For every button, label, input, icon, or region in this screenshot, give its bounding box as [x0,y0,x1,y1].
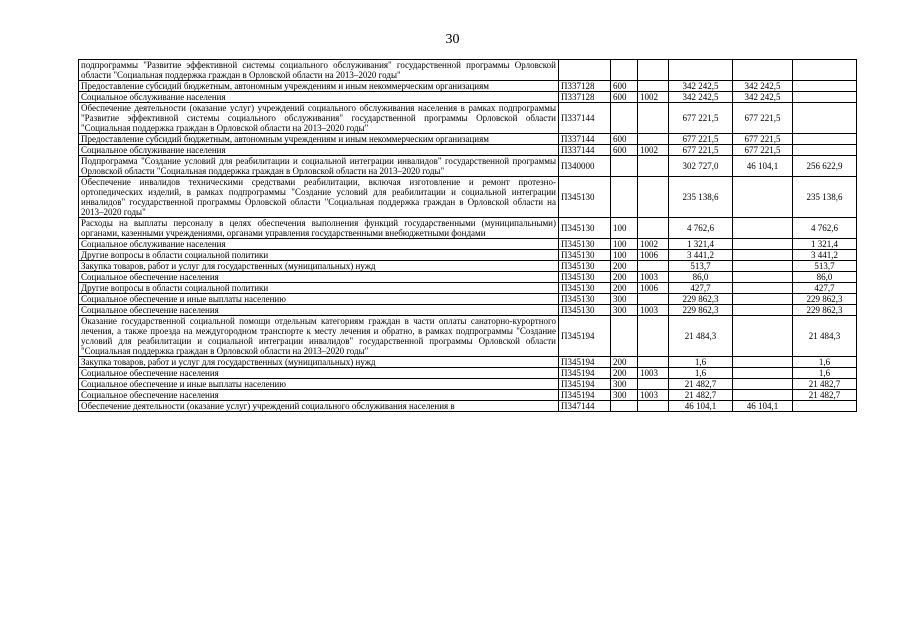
expense-type-cell: 100 [611,250,638,261]
section-cell: 1003 [638,272,669,283]
amount-col3-cell: 1 321,4 [793,239,857,250]
section-cell [638,60,669,81]
expense-type-cell: 200 [611,283,638,294]
section-cell [638,103,669,134]
total-amount-cell: 427,7 [669,283,733,294]
section-cell [638,177,669,218]
item-name-cell: Подпрограмма "Создание условий для реабилитации и социальной интеграции инвалидов" государственной программы Орловской области "Социальная поддержка граждан в Орловской области на 2013–2020 годы" [79,156,559,177]
target-code-cell: П345194 [559,316,611,357]
section-cell: 1002 [638,92,669,103]
section-cell [638,294,669,305]
item-name-cell: Другие вопросы в области социальной политики [79,283,559,294]
total-amount-cell: 342 242,5 [669,92,733,103]
amount-col2-cell [733,283,793,294]
target-code-cell: П345130 [559,305,611,316]
section-cell [638,357,669,368]
target-code-cell: П337128 [559,92,611,103]
total-amount-cell: 21 482,7 [669,390,733,401]
amount-col3-cell: 229 862,3 [793,305,857,316]
section-cell [638,156,669,177]
amount-col2-cell [733,379,793,390]
amount-col3-cell: 513,7 [793,261,857,272]
item-name-cell: Предоставление субсидий бюджетным, автономным учреждениям и иным некоммерческим организациям [79,81,559,92]
expense-type-cell: 600 [611,134,638,145]
expense-type-cell: 100 [611,239,638,250]
amount-col2-cell [733,272,793,283]
amount-col3-cell: 21 484,3 [793,316,857,357]
target-code-cell: П337144 [559,134,611,145]
total-amount-cell: 342 242,5 [669,81,733,92]
item-name-cell: Закупка товаров, работ и услуг для государственных (муниципальных) нужд [79,261,559,272]
table-row [79,401,857,412]
expense-type-cell: 100 [611,218,638,239]
item-name-cell: Закупка товаров, работ и услуг для государственных (муниципальных) нужд [79,357,559,368]
amount-col3-cell: 427,7 [793,283,857,294]
amount-col2-cell [733,261,793,272]
amount-col2-cell [733,60,793,81]
amount-col3-cell: 235 138,6 [793,177,857,218]
section-cell: 1006 [638,250,669,261]
table-row [79,294,857,305]
table-row [79,81,857,92]
item-name-cell: Социальное обслуживание населения [79,239,559,250]
total-amount-cell: 4 762,6 [669,218,733,239]
table-row [79,272,857,283]
total-amount-cell: 677 221,5 [669,145,733,156]
table-row [79,177,857,218]
amount-col2-cell [733,294,793,305]
amount-col2-cell: 677 221,5 [733,145,793,156]
expense-type-cell: 200 [611,368,638,379]
amount-col3-cell: 21 482,7 [793,390,857,401]
total-amount-cell: 3 441,2 [669,250,733,261]
section-cell [638,379,669,390]
total-amount-cell: 21 482,7 [669,379,733,390]
amount-col2-cell: 342 242,5 [733,92,793,103]
table-row [79,305,857,316]
amount-col3-cell: 256 622,9 [793,156,857,177]
expense-type-cell [611,316,638,357]
expense-type-cell: 200 [611,272,638,283]
item-name-cell [79,401,559,412]
total-amount-cell: 46 104,1 [669,401,733,412]
amount-col3-cell: 1,6 [793,357,857,368]
item-name-cell: Социальное обеспечение населения [79,390,559,401]
amount-col3-cell: 3 441,2 [793,250,857,261]
amount-col2-cell: 46 104,1 [733,156,793,177]
section-cell: 1003 [638,390,669,401]
table-row [79,218,857,239]
item-name-cell: Социальное обеспечение населения [79,368,559,379]
amount-col3-cell [793,134,857,145]
section-cell [638,316,669,357]
total-amount-cell: 1 321,4 [669,239,733,250]
target-code-cell: П345130 [559,239,611,250]
total-amount-cell: 513,7 [669,261,733,272]
target-code-cell: П340000 [559,156,611,177]
amount-col3-cell: 229 862,3 [793,294,857,305]
page-number: 30 [445,32,460,47]
expense-type-cell [611,401,638,412]
table-row [79,92,857,103]
table-row [79,103,857,134]
total-amount-cell: 229 862,3 [669,305,733,316]
expense-type-cell [611,60,638,81]
target-code-cell: П337144 [559,145,611,156]
amount-col2-cell: 46 104,1 [733,401,793,412]
expense-type-cell: 300 [611,294,638,305]
total-amount-cell: 86,0 [669,272,733,283]
expense-type-cell: 600 [611,81,638,92]
amount-col2-cell [733,239,793,250]
total-amount-cell: 1,6 [669,357,733,368]
table-row [79,316,857,357]
table-row [79,60,857,81]
amount-col2-cell [733,357,793,368]
amount-col2-cell [733,305,793,316]
target-code-cell: П345130 [559,294,611,305]
target-code-cell: П345130 [559,261,611,272]
section-cell: 1003 [638,368,669,379]
table-row [79,261,857,272]
target-code-cell [559,60,611,81]
item-name-cell: Оказание государственной социальной помощи отдельным категориям граждан в части оплаты санаторно-курортного лечения, а также проезда на междугородном транспорте к месту лечения и обратно, в рамках подпрограммы "Создание условий для реабилитации и социальной интеграции инвалидов" государственной программы Орловской области "Социальная поддержка граждан в Орловской области на 2013–2020 годы" [79,316,559,357]
amount-col3-cell [793,81,857,92]
target-code-cell: П345130 [559,283,611,294]
total-amount-cell: 229 862,3 [669,294,733,305]
table-row [79,390,857,401]
item-name-cell: Социальное обеспечение и иные выплаты населению [79,294,559,305]
table-row [79,283,857,294]
table-row [79,368,857,379]
amount-col3-cell: 86,0 [793,272,857,283]
expense-type-cell: 300 [611,379,638,390]
total-amount-cell: 677 221,5 [669,134,733,145]
item-name-cell: Социальное обеспечение населения [79,272,559,283]
table-row [79,239,857,250]
total-amount-cell: 1,6 [669,368,733,379]
table-row [79,379,857,390]
section-cell: 1002 [638,239,669,250]
item-name-cell: Обеспечение инвалидов техническими средствами реабилитации, включая изготовление и ремонт протезно-ортопедических изделий, в рамках подпрограммы "Создание условий для реабилитации и социальной интеграции инвалидов" государственной программы Орловской области "Социальная поддержка граждан в Орловской области на 2013–2020 годы" [79,177,559,218]
amount-col2-cell: 677 221,5 [733,103,793,134]
expense-type-cell: 600 [611,145,638,156]
item-name-text: Обеспечение деятельности (оказание услуг) учреждений социального обслуживания населения в [81,401,455,411]
expense-type-cell: 300 [611,390,638,401]
target-code-cell: П347144 [559,401,611,412]
target-code-cell: П345194 [559,390,611,401]
item-name-cell: Социальное обслуживание населения [79,92,559,103]
target-code-cell: П345130 [559,218,611,239]
target-code-cell: П345130 [559,272,611,283]
item-name-cell: Социальное обслуживание населения [79,145,559,156]
section-cell [638,81,669,92]
amount-col3-cell: 21 482,7 [793,379,857,390]
amount-col2-cell: 342 242,5 [733,81,793,92]
section-cell: 1006 [638,283,669,294]
section-cell: 1003 [638,305,669,316]
total-amount-cell: 235 138,6 [669,177,733,218]
item-name-cell: Социальное обеспечение и иные выплаты населению [79,379,559,390]
expense-type-cell: 300 [611,305,638,316]
amount-col2-cell: 677 221,5 [733,134,793,145]
total-amount-cell: 21 484,3 [669,316,733,357]
item-name-cell: Социальное обеспечение населения [79,305,559,316]
expense-type-cell [611,177,638,218]
item-name-cell: Предоставление субсидий бюджетным, автономным учреждениям и иным некоммерческим организациям [79,134,559,145]
expense-type-cell: 600 [611,92,638,103]
table-row [79,134,857,145]
table-row [79,145,857,156]
expense-type-cell [611,103,638,134]
table-row [79,357,857,368]
amount-col3-cell [793,92,857,103]
section-cell: 1002 [638,145,669,156]
item-name-cell: Другие вопросы в области социальной политики [79,250,559,261]
expense-type-cell [611,156,638,177]
total-amount-cell [669,60,733,81]
item-name-cell: Расходы на выплаты персоналу в целях обеспечения выполнения функций государственными (муниципальными) органами, казенными учреждениями, органами управления государственными внебюджетными фондами [79,218,559,239]
amount-col3-cell: 1,6 [793,368,857,379]
expense-type-cell: 200 [611,357,638,368]
target-code-cell: П337144 [559,103,611,134]
target-code-cell: П345194 [559,357,611,368]
amount-col2-cell [733,368,793,379]
amount-col2-cell [733,390,793,401]
target-code-cell: П345194 [559,379,611,390]
amount-col3-cell [793,145,857,156]
amount-col2-cell [733,316,793,357]
target-code-cell: П345130 [559,250,611,261]
amount-col3-cell [793,103,857,134]
total-amount-cell: 677 221,5 [669,103,733,134]
item-name-cell: подпрограммы "Развитие эффективной системы социального обслуживания" государственной программы Орловской области "Социальная поддержка граждан в Орловской области на 2013–2020 годы" [79,60,559,81]
table-row [79,250,857,261]
section-cell [638,134,669,145]
amount-col2-cell [733,250,793,261]
target-code-cell: П337128 [559,81,611,92]
amount-col2-cell [733,177,793,218]
amount-col3-cell [793,401,857,412]
table-row [79,156,857,177]
expense-type-cell: 200 [611,261,638,272]
target-code-cell: П345130 [559,177,611,218]
amount-col3-cell [793,60,857,81]
section-cell [638,401,669,412]
target-code-cell: П345194 [559,368,611,379]
amount-col3-cell: 4 762,6 [793,218,857,239]
section-cell [638,261,669,272]
amount-col2-cell [733,218,793,239]
budget-table [78,59,857,412]
total-amount-cell: 302 727,0 [669,156,733,177]
item-name-cell: Обеспечение деятельности (оказание услуг) учреждений социального обслуживания населения в рамках подпрограммы "Развитие эффективной системы социального обслуживания" государственной программы Орловской области "Социальная поддержка граждан в Орловской области на 2013–2020 годы" [79,103,559,134]
section-cell [638,218,669,239]
